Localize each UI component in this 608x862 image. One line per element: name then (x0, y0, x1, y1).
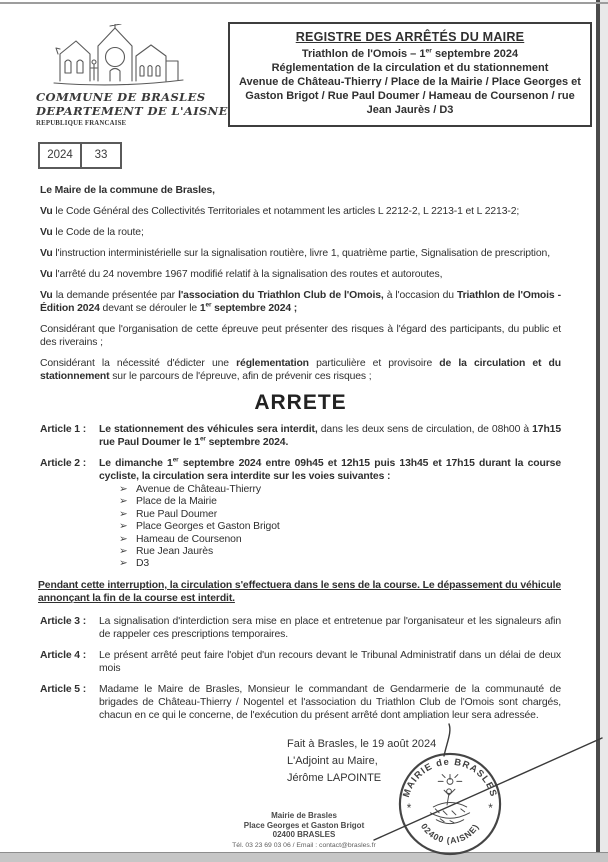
event-subtitle: Triathlon de l'Omois – 1er septembre 2024 (301, 47, 519, 60)
stamp-star-right: * (488, 801, 493, 815)
arrow-bullet-icon: ➢ (119, 558, 128, 570)
article-text: Madame le Maire de Brasles, Monsieur le commandant de Gendarmerie de la communauté de brigades de Château-Thierry / Nogentel et l'association du Triathlon Club de l'Omois sont chargés, chacun en ce qui le concerne, de l'exécution du présent arrêté dont ampliation leur sera adressée. (99, 683, 561, 721)
commune-buildings-logo-icon (50, 24, 188, 88)
signature-name: Jérôme LAPOINTE (287, 772, 382, 784)
register-title: REGISTRE DES ARRÊTÉS DU MAIRE (295, 30, 525, 44)
arrow-bullet-icon: ➢ (119, 546, 128, 558)
stamp-star-left: * (406, 801, 412, 815)
street-name: Place de la Mairie (136, 496, 217, 508)
signature-place-date: Fait à Brasles, le 19 août 2024 (287, 738, 437, 750)
article-label: Article 5 : (40, 683, 87, 695)
footer-city: 02400 BRASLES (272, 830, 336, 840)
vu-clause: Vu l'arrêté du 24 novembre 1967 modifié relatif à la signalisation des routes et autoroutes, (40, 269, 443, 280)
street-item (119, 534, 561, 546)
street-item (119, 484, 561, 496)
arrow-bullet-icon: ➢ (119, 533, 128, 545)
arrete-heading: ARRETE (254, 391, 347, 414)
scan-edge-right (596, 0, 600, 862)
streets-subtitle: Avenue de Château-Thierry / Place de la Mairie / Place Georges et Gaston Brigot / Rue Paul Doumer / Hameau de Coursenon / rue Jean Jaurès / D3 (239, 76, 581, 116)
street-name: Rue Jean Jaurès (136, 546, 214, 558)
stamp-bottom-text: 02400 (AISNE) (418, 821, 482, 846)
article-text: Le présent arrêté peut faire l'objet d'un recours devant le Tribunal Administratif dans un délai de deux mois (99, 649, 561, 674)
register-number-box (38, 142, 122, 169)
arrow-bullet-icon: ➢ (119, 521, 128, 533)
article-label: Article 2 : (40, 458, 87, 469)
departement-name: DEPARTEMENT DE L'AISNE (36, 104, 228, 118)
street-item (119, 496, 561, 508)
vu-clause: Vu le Code Général des Collectivités Territoriales et notamment les articles L 2212-2, L 2213-1 et L 2213-2; (40, 206, 520, 217)
republique-label: REPUBLIQUE FRANCAISE (36, 120, 127, 127)
opening-line: Le Maire de la commune de Brasles, (40, 185, 215, 196)
footer-address (150, 811, 458, 850)
article-2 (40, 457, 561, 571)
street-item (119, 546, 561, 558)
footer-street: Place Georges et Gaston Brigot (243, 820, 365, 830)
street-name: Hameau de Coursenon (136, 533, 242, 545)
article-1 (40, 423, 561, 449)
street-name: Avenue de Château-Thierry (136, 484, 261, 495)
decree-body (40, 184, 561, 730)
article-3 (40, 615, 561, 641)
arrow-bullet-icon: ➢ (119, 496, 128, 508)
considerant-clause: Considérant la nécessité d'édicter une réglementation particulière et provisoire de la circulation et du stationnement sur le parcours de l'épreuve, afin de prévenir ces risques ; (40, 358, 561, 382)
commune-caption (36, 90, 228, 127)
article-text: Le stationnement des véhicules sera interdit, dans les deux sens de circulation, de 08h00 à 17h15 rue Paul Doumer le 1er septembre 2024. (99, 424, 561, 448)
scan-edge-top (0, 2, 608, 4)
article-text: La signalisation d'interdiction sera mise en place et entretenue par l'organisateur et les signaleurs afin de rappeler ces prescriptions temporaires. (99, 615, 561, 640)
arrow-bullet-icon: ➢ (119, 508, 128, 520)
scan-edge-bottom (0, 852, 608, 862)
register-year: 2024 (47, 149, 73, 161)
article-4 (40, 649, 561, 675)
vu-clause: Vu la demande présentée par l'association du Triathlon Club de l'Omois, à l'occasion du Triathlon de l'Omois - Édition 2024 devant se dérouler le 1er septembre 2024 ; (40, 290, 561, 314)
register-number: 33 (80, 144, 120, 167)
street-name: Place Georges et Gaston Brigot (136, 521, 280, 533)
article-text: Le dimanche 1er septembre 2024 entre 09h45 et 12h15 puis 13h45 et 17h15 durant la course cycliste, la circulation sera interdite sur les voies suivantes : (99, 456, 561, 482)
vu-clause: Vu l'instruction interministérielle sur la signalisation routière, livre 1, quatrième partie, Signalisation de prescription, (40, 248, 550, 259)
street-list (119, 484, 561, 571)
article-5 (40, 683, 561, 722)
street-name: Rue Paul Doumer (136, 508, 218, 520)
regulation-subtitle: Réglementation de la circulation et du stationnement (271, 62, 549, 74)
decree-title-box (228, 22, 592, 127)
signature-role: L'Adjoint au Maire, (287, 755, 378, 767)
considerant-clause: Considérant que l'organisation de cette épreuve peut présenter des risques à l'égard des participants, du public et des riverains ; (40, 324, 561, 348)
vu-clause: Vu le Code de la route; (40, 227, 144, 238)
arrow-bullet-icon: ➢ (119, 484, 128, 495)
interruption-note: Pendant cette interruption, la circulation s'effectuera dans le sens de la course. Le dépassement du véhicule annonçant la fin de la course est interdit. (38, 579, 561, 604)
stamp-top-text: MAIRIE de BRASLES (399, 755, 500, 799)
article-label: Article 1 : (40, 424, 87, 435)
commune-name: COMMUNE DE BRASLES (36, 90, 206, 104)
footer-contact: Tél. 03 23 69 03 06 / Email : contact@brasles.fr (232, 841, 376, 849)
footer-mairie: Mairie de Brasles (271, 811, 337, 820)
street-item (119, 558, 561, 570)
article-label: Article 3 : (40, 615, 87, 627)
article-label: Article 4 : (40, 649, 87, 661)
street-name: D3 (136, 558, 150, 570)
street-item (119, 521, 561, 533)
street-item (119, 509, 561, 521)
